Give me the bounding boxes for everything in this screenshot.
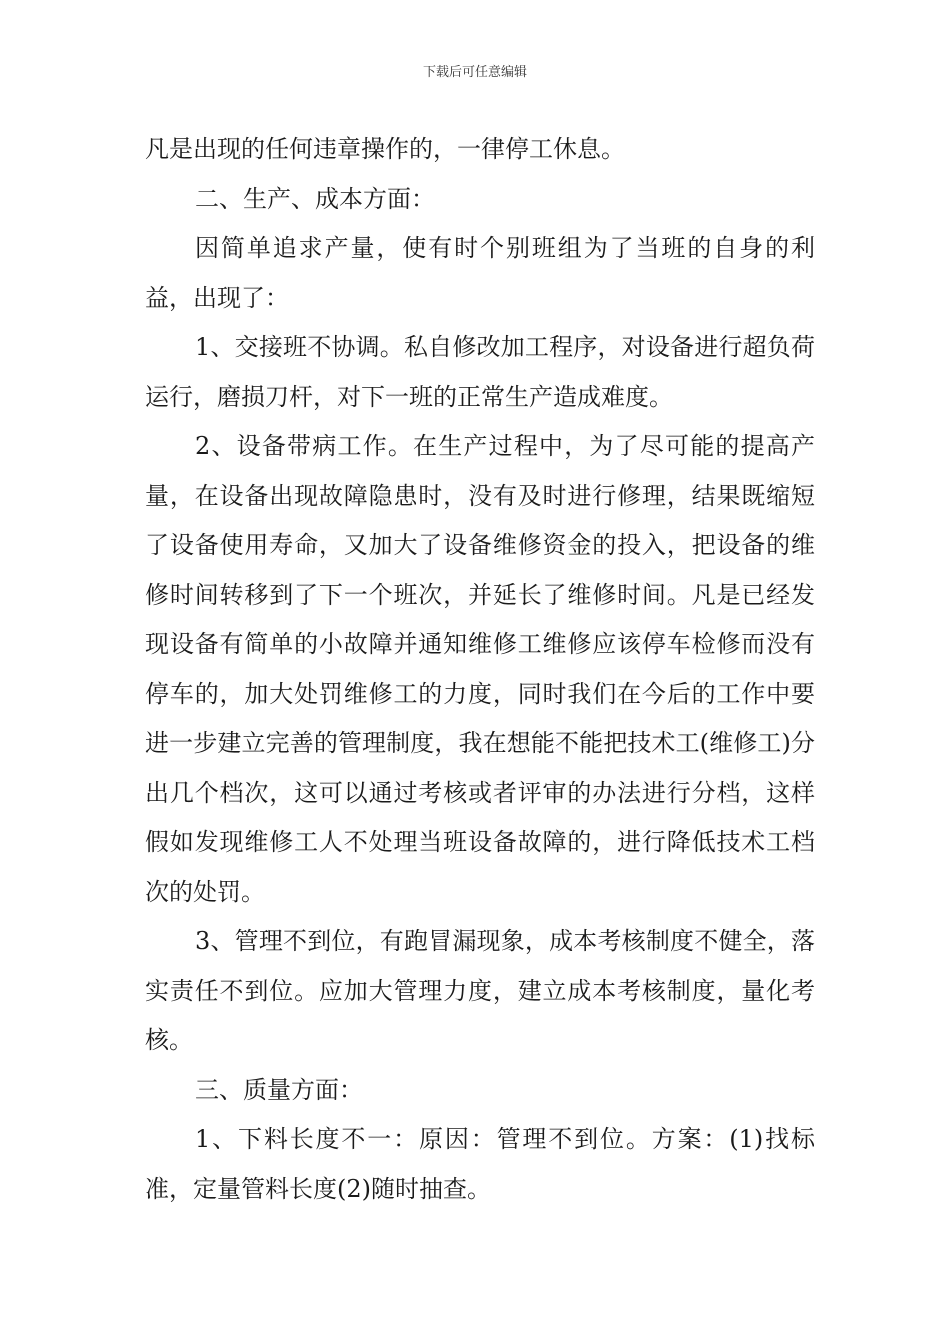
paragraph-item-shift-handover: 1、交接班不协调。私自修改加工程序，对设备进行超负荷运行，磨损刀杆，对下一班的正常生产造成难度。 — [145, 333, 815, 411]
document-body — [145, 125, 815, 1214]
paragraph-item-equipment-faults: 2、设备带病工作。在生产过程中，为了尽可能的提高产量，在设备出现故障隐患时，没有及时进行修理，结果既缩短了设备使用寿命，又加大了设备维修资金的投入，把设备的维修时间转移到了下一个班次，并延长了维修时间。凡是已经发现设备有简单的小故障并通知维修工维修应该停车检修而没有停车的，加大处罚维修工的力度，同时我们在今后的工作中要进一步建立完善的管理制度，我在想能不能把技术工(维修工)分出几个档次，这可以通过考核或者评审的办法进行分档，这样假如发现维修工人不处理当班设备故障的，进行降低技术工档次的处罚。 — [145, 432, 815, 906]
paragraph-intro: 因简单追求产量，使有时个别班组为了当班的自身的利益，出现了： — [145, 234, 815, 312]
page-header-note: 下载后可任意编辑 — [422, 65, 527, 80]
paragraph-continuation: 凡是出现的任何违章操作的，一律停工休息。 — [145, 135, 625, 163]
section-heading-production-cost: 二、生产、成本方面： — [195, 184, 435, 213]
paragraph-item-material-length: 1、下料长度不一：原因：管理不到位。方案：(1)找标准，定量管料长度(2)随时抽查。 — [145, 1125, 815, 1203]
section-heading-quality: 三、质量方面： — [195, 1075, 363, 1104]
paragraph-item-management: 3、管理不到位，有跑冒漏现象，成本考核制度不健全，落实责任不到位。应加大管理力度，建立成本考核制度，量化考核。 — [145, 927, 815, 1054]
